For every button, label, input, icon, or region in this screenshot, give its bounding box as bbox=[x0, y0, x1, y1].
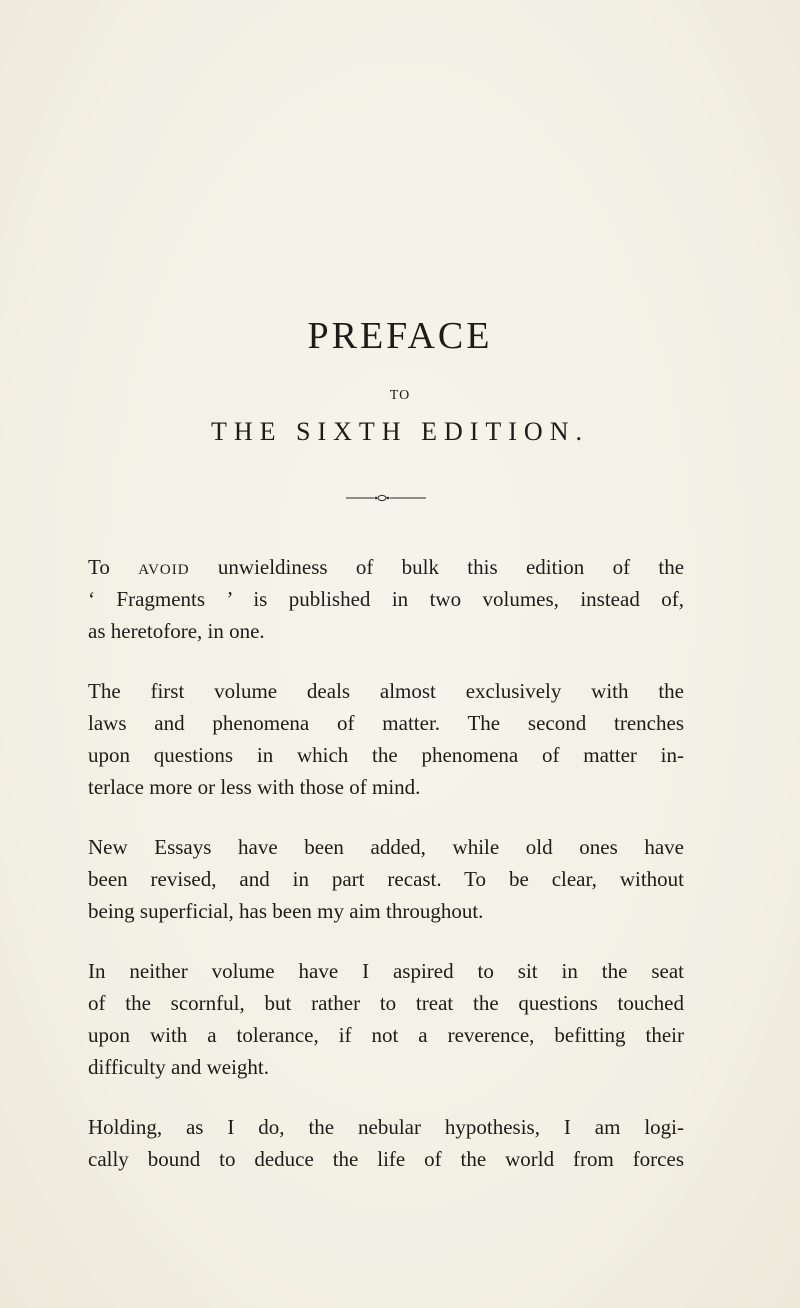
paragraph-4 bbox=[88, 955, 684, 1083]
text-line: upon with a tolerance, if not a reverence, befitting their bbox=[88, 1023, 684, 1047]
page-subtitle: THE SIXTH EDITION. bbox=[210, 417, 589, 446]
text-line: cally bound to deduce the life of the world from forces bbox=[88, 1147, 684, 1171]
page-title: PREFACE bbox=[307, 315, 493, 357]
title-connector: TO bbox=[389, 388, 411, 403]
text-line: ‘ Fragments ’ is published in two volumes, instead of, bbox=[88, 587, 684, 611]
ornament-divider-icon bbox=[346, 494, 426, 502]
paragraph-3 bbox=[88, 831, 684, 927]
text-line: Holding, as I do, the nebular hypothesis, I am logi- bbox=[88, 1115, 684, 1139]
paragraph-1 bbox=[88, 551, 684, 647]
paragraph-2 bbox=[88, 675, 684, 803]
text-line: terlace more or less with those of mind. bbox=[88, 775, 421, 799]
text-line: upon questions in which the phenomena of matter in- bbox=[88, 743, 684, 767]
text-line: been revised, and in part recast. To be clear, without bbox=[88, 867, 684, 891]
text-line: New Essays have been added, while old ones have bbox=[88, 835, 684, 859]
text-line: laws and phenomena of matter. The second trenches bbox=[88, 711, 684, 735]
text-line: To avoid unwieldiness of bulk this edition of the bbox=[88, 555, 685, 579]
text-line: of the scornful, but rather to treat the questions touched bbox=[88, 991, 684, 1015]
preface-body bbox=[88, 551, 684, 1203]
text-line: The first volume deals almost exclusively with the bbox=[88, 679, 684, 703]
text-line: In neither volume have I aspired to sit in the seat bbox=[88, 959, 684, 983]
text-line: being superficial, has been my aim throughout. bbox=[88, 899, 484, 923]
lead-word: To bbox=[88, 555, 110, 579]
paragraph-5 bbox=[88, 1111, 684, 1175]
lead-smallcaps: avoid bbox=[138, 555, 190, 579]
text-line: as heretofore, in one. bbox=[88, 619, 265, 643]
text-line: difficulty and weight. bbox=[88, 1055, 269, 1079]
